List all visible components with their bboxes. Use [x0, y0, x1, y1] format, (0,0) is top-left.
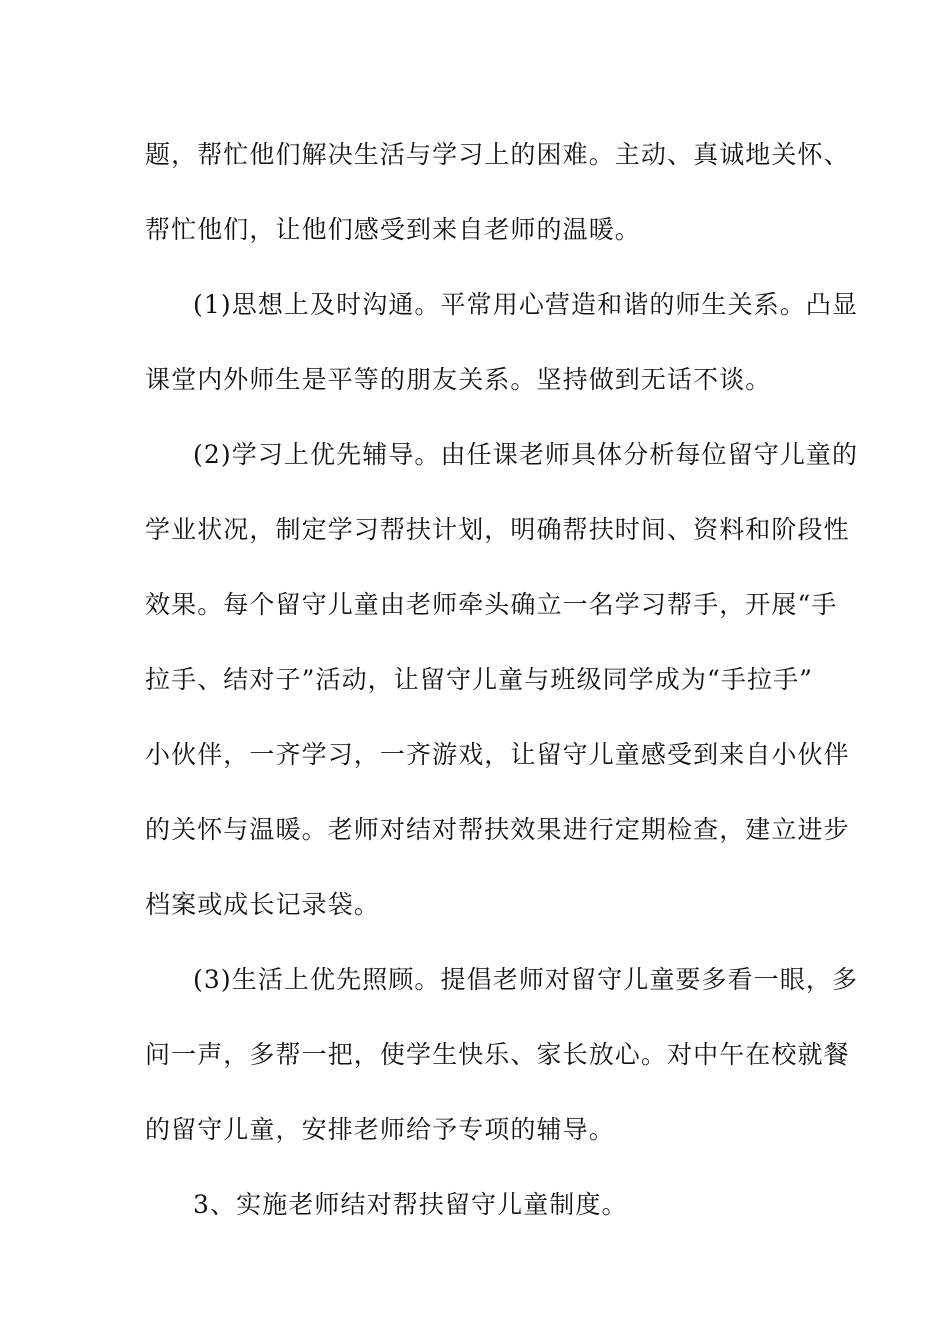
text-line: 学业状况，制定学习帮扶计划，明确帮扶时间、资料和阶段性 [145, 515, 850, 544]
paragraph-2-start: (2)学习上优先辅导。由任课老师具体分析每位留守儿童的 [193, 440, 859, 469]
paragraph-3-start: (3)生活上优先照顾。提倡老师对留守儿童要多看一眼，多 [193, 965, 859, 994]
text-line: 效果。每个留守儿童由老师牵头确立一名学习帮手，开展“手 [145, 590, 838, 619]
text-line: 题，帮忙他们解决生活与学习上的困难。主动、真诚地关怀、 [145, 140, 850, 169]
paragraph-1-start: (1)思想上及时沟通。平常用心营造和谐的师生关系。凸显 [193, 290, 859, 319]
section-heading: 3、实施老师结对帮扶留守儿童制度。 [193, 1190, 628, 1219]
text-line: 问一声，多帮一把，使学生快乐、家长放心。对中午在校就餐 [145, 1040, 850, 1069]
text-line: 课堂内外师生是平等的朋友关系。坚持做到无话不谈。 [145, 365, 772, 394]
text-line: 拉手、结对子”活动，让留守儿童与班级同学成为“手拉手” [145, 665, 814, 694]
text-line: 帮忙他们，让他们感受到来自老师的温暖。 [145, 215, 641, 244]
text-line: 档案或成长记录袋。 [145, 890, 380, 919]
text-line: 的关怀与温暖。老师对结对帮扶效果进行定期检查，建立进步 [145, 815, 850, 844]
text-line: 小伙伴，一齐学习，一齐游戏，让留守儿童感受到来自小伙伴 [145, 740, 850, 769]
text-line: 的留守儿童，安排老师给予专项的辅导。 [145, 1115, 615, 1144]
